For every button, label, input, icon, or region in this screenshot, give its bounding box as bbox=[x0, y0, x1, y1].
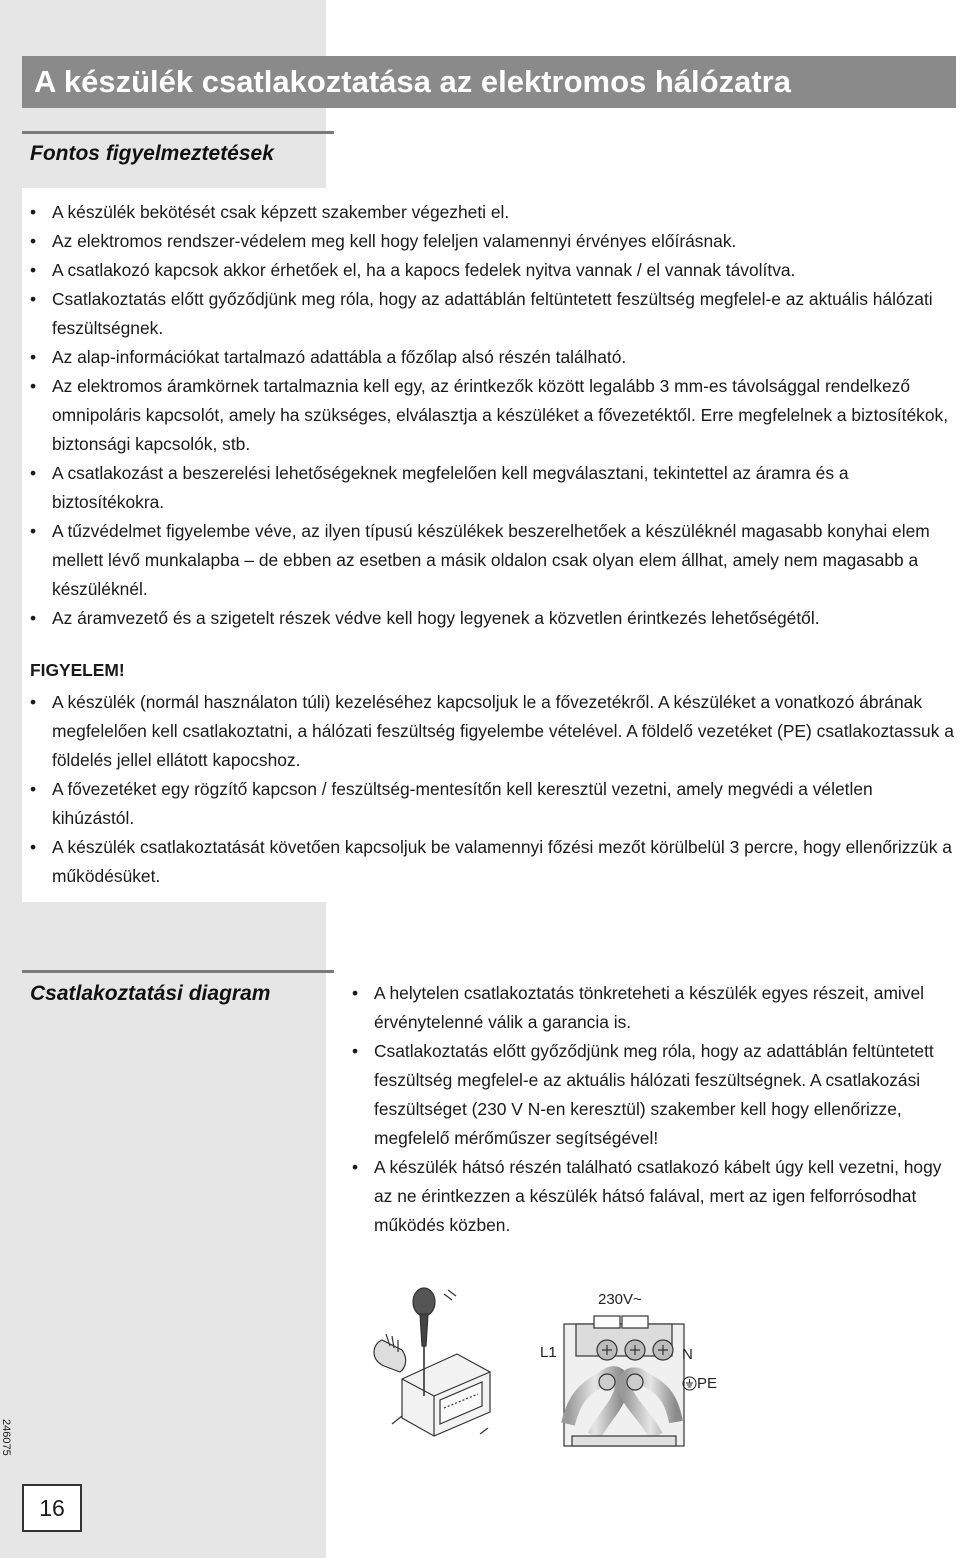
warning-label: FIGYELEM! bbox=[30, 660, 125, 680]
terminal-block-diagram bbox=[536, 1290, 742, 1448]
list-item: • Az alap-információkat tartalmazó adattábla a főzőlap alsó részén található. bbox=[24, 343, 954, 372]
l1-label: L1 bbox=[540, 1344, 557, 1361]
document-code: 246075 bbox=[0, 1419, 12, 1456]
page-title: A készülék csatlakoztatása az elektromos hálózatra bbox=[34, 64, 791, 99]
warnings-list bbox=[24, 198, 954, 633]
list-item: • Az áramvezető és a szigetelt részek védve kell hogy legyenek a közvetlen érintkezés lehetőségétől. bbox=[24, 604, 954, 633]
list-item: • A csatlakozást a beszerelési lehetőségeknek megfelelően kell megválasztani, tekintettel az áramra és a biztosítékokra. bbox=[24, 459, 954, 517]
pe-label-group bbox=[682, 1375, 717, 1392]
ground-icon bbox=[682, 1376, 697, 1391]
list-item: • A készülék csatlakoztatását követően kapcsoljuk be valamennyi főzési mezőt körülbelül 3 percre, hogy ellenőrizzük a működésüket. bbox=[24, 833, 954, 891]
list-item: • A csatlakozó kapcsok akkor érhetőek el, ha a kapocs fedelek nyitva vannak / el vannak távolítva. bbox=[24, 256, 954, 285]
diagram-notes-list bbox=[346, 979, 946, 1240]
caution-list bbox=[24, 688, 954, 891]
pe-label: PE bbox=[697, 1375, 718, 1392]
list-item: • A helytelen csatlakoztatás tönkreteheti a készülék egyes részeit, amivel érvénytelenné válik a garancia is. bbox=[346, 979, 946, 1037]
list-item: • A készülék bekötését csak képzett szakember végezheti el. bbox=[24, 198, 954, 227]
section-heading-diagram: Csatlakoztatási diagram bbox=[22, 970, 334, 1015]
list-item: • Csatlakoztatás előtt győződjünk meg róla, hogy az adattáblán feltüntetett feszültség megfelel-e az aktuális hálózati feszültségnek. bbox=[24, 285, 954, 343]
section-heading-warnings: Fontos figyelmeztetések bbox=[22, 131, 334, 174]
list-item: • A fővezetéket egy rögzítő kapcson / feszültség-mentesítőn kell keresztül vezetni, amely megvédi a véletlen kihúzástól. bbox=[24, 775, 954, 833]
list-item: • A tűzvédelmet figyelembe véve, az ilyen típusú készülékek beszerelhetőek a készüléknél magasabb konyhai elem mellett lévő munkalapba – de ebben az esetben a másik oldalon csak olyan elem állhat, amely nem magasabb a készüléknél. bbox=[24, 517, 954, 604]
n-label: N bbox=[682, 1346, 693, 1363]
title-bar bbox=[22, 56, 956, 108]
page-number: 16 bbox=[22, 1484, 82, 1532]
list-item: • Az elektromos rendszer-védelem meg kell hogy feleljen valamennyi érvényes előírásnak. bbox=[24, 227, 954, 256]
list-item: • A készülék (normál használaton túli) kezeléséhez kapcsoljuk le a fővezetékről. A készüléket a vonatkozó ábrának megfelelően kell csatlakoztatni, a hálózati feszültség figyelembe vételével. A földelő vezetéket (PE) csatlakoztassuk a földelés jellel ellátott kapocshoz. bbox=[24, 688, 954, 775]
voltage-label: 230V~ bbox=[598, 1291, 642, 1308]
list-item: • Az elektromos áramkörnek tartalmaznia kell egy, az érintkezők között legalább 3 mm-es távolsággal rendelkező omnipoláris kapcsolót, amely ha szükséges, elválasztja a készüléket a fővezetéktől. Erre megfelelnek a biztosítékok, biztonsági kapcsolók, stb. bbox=[24, 372, 954, 459]
list-item: • Csatlakoztatás előtt győződjünk meg róla, hogy az adattáblán feltüntetett feszültség megfelel-e az aktuális hálózati feszültségnek. A csatlakozási feszültséget (230 V N-en keresztül) szakember kell hogy ellenőrizze, megfelelő mérőműszer segítségével! bbox=[346, 1037, 946, 1153]
screwdriver-illustration bbox=[362, 1284, 498, 1444]
list-item: • A készülék hátsó részén található csatlakozó kábelt úgy kell vezetni, hogy az ne érintkezzen a készülék hátsó falával, mert az igen felforrósodhat működés közben. bbox=[346, 1153, 946, 1240]
